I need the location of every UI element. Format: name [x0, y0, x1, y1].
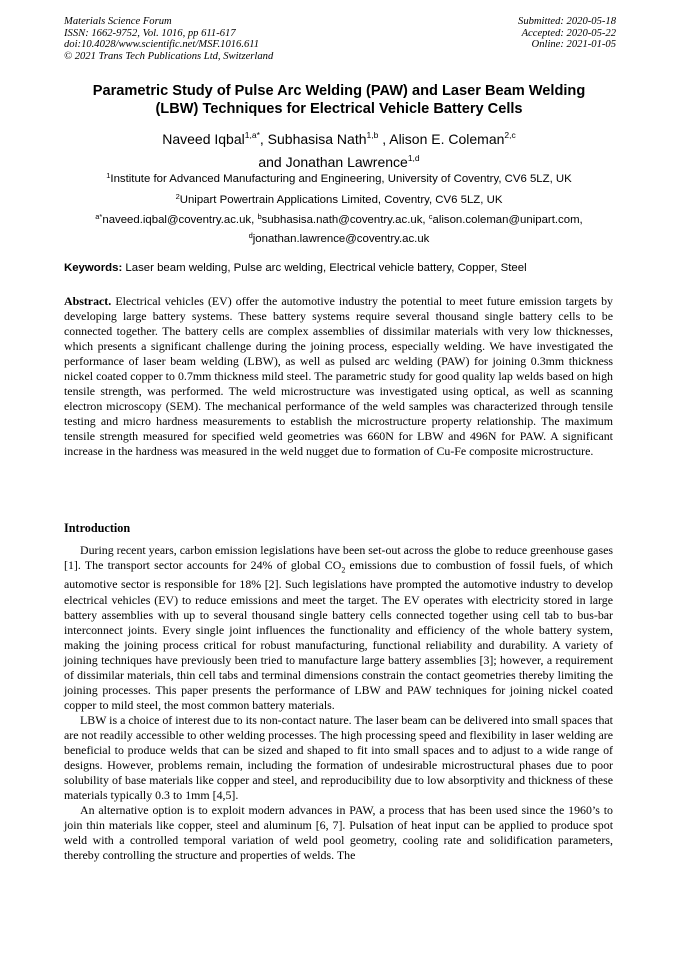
email-sup: d: [248, 231, 253, 240]
email-sup: c: [428, 212, 433, 221]
author-sup: 2,c: [504, 130, 516, 140]
author-name: Alison E. Coleman: [389, 131, 505, 147]
section-heading: Introduction: [64, 521, 131, 535]
copyright-line: © 2021 Trans Tech Publications Ltd, Switzerland: [64, 50, 274, 62]
abstract-label: Abstract.: [64, 294, 112, 308]
abstract: [64, 294, 613, 460]
email-link[interactable]: alison.coleman@unipart.com,: [432, 214, 583, 226]
accepted-date: Accepted: 2020-05-22: [521, 27, 616, 39]
abstract-text: Electrical vehicles (EV) offer the automotive industry the potential to meet future emission targets by developing large battery systems. These battery systems require several thousand single battery cells to be connected together. The battery cells are complex assemblies of dissimilar materials with very low thicknesses, which presents a significant challenge during the joining process, especially welding. We have investigated the performance of laser beam welding (LBW), as well as pulsed arc welding (PAW) for joining 0.3mm thickness nickel coated copper to 0.7mm thickness mild steel. The parametric study for good quality lap welds based on high tensile strength, was performed. The weld microstructure was investigated using optical, as well as scanning electron microscopy (SEM). The mechanical performance of the weld samples was characterized through tensile testing and micro hardness measurements to establish the microstructure property relationship. The maximum tensile strength measured for specified weld geometries was 660N for LBW and 496N for PAW. A significant increase in the hardness was measured in the weld nugget due to formation of Cu-Fe composite microstructure.: [64, 294, 613, 459]
affiliation-2: [50, 189, 628, 208]
affiliation-sup: 2: [175, 192, 180, 201]
issn-line: ISSN: 1662-9752, Vol. 1016, pp 611-617: [64, 27, 236, 39]
email-list: [50, 209, 628, 247]
email-link[interactable]: naveed.iqbal@coventry.ac.uk,: [102, 214, 255, 226]
title-line-2: (LBW) Techniques for Electrical Vehicle Battery Cells: [155, 101, 523, 117]
affiliation-text: Unipart Powertrain Applications Limited, Coventry, CV6 5LZ, UK: [179, 194, 503, 206]
author-name: Subhasisa Nath: [267, 131, 367, 147]
paragraph: LBW is a choice of interest due to its non-contact nature. The laser beam can be delivered into small spaces that are not readily accessible to other welding processes. The high processing speed and flexibility in laser welding are beneficial to produce welds that can be sized and shaped to fit into small spaces and to adjust to a wide range of designs. However, problems remain, including the formation of undesirable microstructural phases due to poor solubility of base materials like copper and steel, and reproducibility due to low absorptivity and thickness of these materials typically 0.3 to 1mm [4,5].: [64, 712, 613, 803]
affiliation-text: Institute for Advanced Manufacturing and Engineering, University of Coventry, CV6 5LZ, UK: [110, 173, 572, 185]
author-name: Naveed Iqbal: [162, 131, 245, 147]
author-list: Naveed Iqbal$^{1,a*}$, Subhasisa Nath$^{1,b}$ , Alison E. Coleman$^{2,c}$ and Jonathan Lawrence$^{1,d}$: [162, 130, 516, 170]
paragraph: During recent years, carbon emission legislations have been set-out across the globe to reduce greenhouse gases [1]. The transport sector accounts for 24% of global $CO_2$ emissions due to combustion of fossil fuels, of which automotive sector is responsible for 18% [2]. Such legislations have prompted the automotive industry to develop electrical vehicles (EV) to reduce emissions and meet the target. The EV operates with electricity stored in large battery assemblies with up to several thousand single battery cells connected together using cell tab to bus-bar interconnect joints. Every single joint influences the functionality and efficiency of the whole battery system, making the joining process critical for robust manufacturing, functional reliability and durability. A variety of joining techniques have previously been tried to manufacture large battery assemblies [3]; however, a requirement of dissimilar materials, thin cell tabs and terminal dimensions constrain the contact geometries thereby limiting the joining processes. This paper presents the performance of LBW and PAW techniques for joining nickel coated copper to mild steel, the most common battery materials.: [64, 543, 613, 712]
journal-name: Materials Science Forum: [64, 16, 172, 27]
author-and: and: [258, 154, 282, 170]
author-sup: 1,b: [366, 130, 379, 140]
doi-line: doi:10.4028/www.scientific.net/MSF.1016.611: [64, 39, 260, 50]
affiliation-sup: 1: [106, 171, 111, 180]
header-left: [64, 16, 273, 62]
paragraph: An alternative option is to exploit modern advances in PAW, a process that has been used since the 1960’s to join thin materials like copper, steel and aluminum [6, 7]. Pulsation of heat input can be applied to produce spot weld with a controlled temporal variation of weld pool geometry, cooling rate and solidification parameters, thereby controlling the structure and properties of welds. The: [64, 803, 613, 863]
keywords-label: Keywords:: [64, 262, 123, 274]
email-link[interactable]: subhasisa.nath@coventry.ac.uk,: [261, 214, 426, 226]
author-sup: 1,a*: [244, 130, 260, 140]
email-link[interactable]: jonathan.lawrence@coventry.ac.uk: [252, 233, 430, 245]
paper-title: [50, 82, 628, 118]
keywords-text: Laser beam welding, Pulse arc welding, Electrical vehicle battery, Copper, Steel: [125, 262, 527, 274]
author-sup: 1,d: [407, 153, 420, 163]
title-line-1: Parametric Study of Pulse Arc Welding (PAW) and Laser Beam Welding: [92, 83, 586, 99]
email-sup: b: [257, 212, 262, 221]
online-date: Online: 2021-01-05: [531, 39, 616, 50]
author-name: Jonathan Lawrence: [285, 154, 408, 170]
submitted-date: Submitted: 2020-05-18: [518, 16, 616, 27]
keywords: [64, 261, 624, 276]
header-right: [518, 16, 616, 51]
email-sup: a*: [95, 212, 103, 221]
introduction-body: [64, 543, 613, 863]
affiliation-1: [50, 168, 628, 187]
